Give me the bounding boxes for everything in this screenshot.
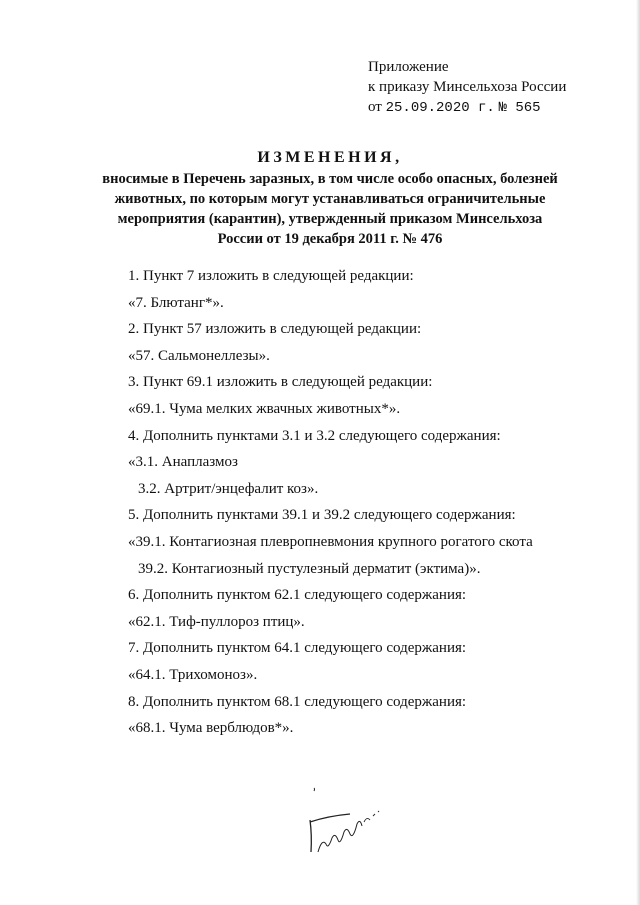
amendment-text-8: «68.1. Чума верблюдов*». — [128, 720, 294, 737]
amendment-item-5: 5. Дополнить пунктами 39.1 и 39.2 следующего содержания: — [128, 507, 516, 524]
amendment-text-5a: «39.1. Контагиозная плевропневмония крупного рогатого скота — [128, 533, 533, 550]
amendment-text-3: «69.1. Чума мелких жвачных животных*». — [128, 400, 401, 417]
appendix-order-ref: к приказу Минсельхоза России — [368, 79, 567, 95]
appendix-date-prefix: от — [368, 99, 382, 115]
appendix-date: 25.09.2020 г. — [385, 100, 495, 116]
amendment-text-4a: «3.1. Анаплазмоз — [128, 454, 238, 471]
amendment-text-5b: 39.2. Контагиозный пустулезный дерматит (эктима)». — [138, 560, 481, 577]
amendment-item-4: 4. Дополнить пунктами 3.1 и 3.2 следующего содержания: — [128, 427, 501, 444]
document-subtitle: вносимые в Перечень заразных, в том числе особо опасных, болезней животных, по которым могут устанавливаться ограничительные мероприятия (карантин), утвержденный приказом Минсельхоза России от 19 декабря 2011 г. № 476 — [102, 171, 558, 247]
amendment-item-7: 7. Дополнить пунктом 64.1 следующего содержания: — [128, 640, 467, 657]
amendment-item-8: 8. Дополнить пунктом 68.1 следующего содержания: — [128, 693, 467, 710]
handwritten-signature — [300, 780, 390, 860]
appendix-block — [368, 57, 566, 118]
amendment-text-6: «62.1. Тиф-пуллороз птиц». — [128, 613, 305, 630]
amendment-item-3: 3. Пункт 69.1 изложить в следующей редакции: — [128, 374, 433, 391]
amendment-item-2: 2. Пункт 57 изложить в следующей редакции: — [128, 321, 422, 338]
amendment-text-1: «7. Блютанг*». — [128, 294, 224, 311]
amendment-item-6: 6. Дополнить пунктом 62.1 следующего содержания: — [128, 587, 467, 604]
amendment-item-1: 1. Пункт 7 изложить в следующей редакции: — [128, 268, 414, 284]
amendment-text-4b: 3.2. Артрит/энцефалит коз». — [138, 480, 319, 497]
appendix-label: Приложение — [368, 59, 449, 75]
amendment-list — [128, 263, 598, 742]
appendix-number: № 565 — [498, 100, 541, 116]
amendment-text-2: «57. Сальмонеллезы». — [128, 347, 270, 364]
document-title: ИЗМЕНЕНИЯ, — [257, 149, 403, 166]
amendment-text-7: «64.1. Трихомоноз». — [128, 666, 258, 683]
document-heading — [100, 147, 560, 249]
appendix-date-number — [368, 97, 566, 118]
page-edge — [636, 0, 640, 905]
